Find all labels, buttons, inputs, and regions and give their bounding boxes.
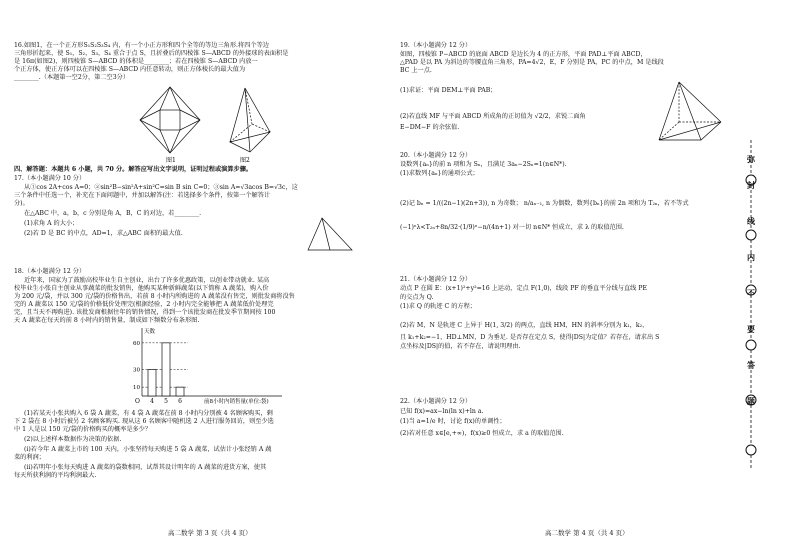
q19-line5: (1)求证：平面 DEM⊥平面 PAB； [400,87,497,94]
q22-line3: (1)当 a=1/e 时，讨论 f(x)的单调性； [400,418,506,425]
fig2-caption: 图2 [240,157,250,164]
q17-line2: 从①cos 2A+cos A=0；②sin²B−sin²A+sin²C=sin B sin C=0；③sin A=√3acos B=√3c，这 [24,184,298,191]
q20-line4: (2)记 bₙ = 1/((2n−1)(2n+3)), n 为奇数； n/aₙ₋₁, n 为偶数，数列{bₙ}的前 2n 项和为 T₂ₙ，若不等式 [400,200,689,207]
q21-line4: (1)求 Q 的轨迹 C 的方程； [400,303,476,310]
q18-line12: (ⅰ)若今年 A 蔬菜上市的 100 天内，小张坚持每天购进 5 袋 A 蔬菜，试估计小张经销 A 蔬 [24,446,272,453]
y-tick-label: 10 [133,385,140,392]
q16-line5: ________.（本题第一空2分，第二空3分） [14,74,130,81]
q16-line3: 是 16π(如图2)，则四棱锥 S—ABCD 的体积是________；若在四棱锥 S—ABCD 内放一 [14,58,258,65]
x-tick-label: 6 [178,398,182,405]
q17-line5: 在△ABC 中，a，b，c 分别是角 A，B，C 的对边，若________. [24,210,202,217]
q18-line8: (1)若某天小张共购入 6 袋 A 蔬菜，有 4 袋 A 蔬菜在前 8 小时内分别被 4 名顾客购买，剩 [24,410,273,417]
q20-line2: 设数列{aₙ}的前 n 项和为 Sₙ，且满足 3aₙ−2Sₙ=1(n∈N*). [400,161,567,168]
seal-char: 题 [747,396,755,406]
q17-triangle-figure [300,214,360,254]
q18-line2: 近年来，国家为了鼓励高校毕业生自主创业，出台了许多优惠政策，以创业带动就业. 某高 [24,277,270,284]
q21-line2: 动点 P 在圆 E：(x+1)²+y²=16 上运动，定点 F(1,0)，线段 PF 的垂直平分线与直线 PE [400,285,647,292]
q20-line1: 20.（本小题满分 12 分） [400,152,472,159]
q21-line7: 点坐标及|DS|的值，若不存在，请说明理由. [400,343,521,350]
q17-line7: (2)若 D 是 BC 的中点，AD=1，求△ABC 面积的最大值. [24,230,183,237]
q19-pyramid-figure [655,78,727,146]
q21-line5: (2)若 M，N 是轨迹 C 上异于 H(1, 3/2) 的两点，直线 HM，HN 的斜率分别为 k₁，k₂， [400,322,649,329]
q19-line7: E−DM−F 的余弦值. [400,124,460,131]
q18-line1: 18.（本小题满分 12 分） [14,268,86,275]
q18-line10: 中 1 人是以 150 元/袋的价格购买的概率是多少？ [14,426,152,433]
bar [148,369,156,396]
q22-line1: 22.（本小题满分 12 分） [400,398,472,405]
x-tick-label: 4 [150,398,154,405]
q18-line11: (2)以上述样本数据作为决策的依据. [24,436,122,443]
q16-line2: 三角形折起来，使 S₁，S₂，S₃，S₄ 重合于点 S，且折叠后的四棱锥 S—ABCD 的外接球的表面积是 [14,50,289,57]
q16-line1: 16.如图1，在一个正方形S₁S₂S₃S₄ 内，有一个小正方形和四个全等的等边三角形.将四个等边 [14,42,269,49]
q18-line6: 完，且当天不再购进). 该批发商根据往年的销售情况，得到一个该批发商在批发季节期间按 100 [14,309,276,316]
seal-char: 线 [747,216,755,226]
pyramid-figure [230,88,270,152]
y-tick-label: 30 [133,367,140,374]
seal-char: 不 [747,288,755,298]
q19-line1: 19.（本小题满分 12 分） [400,42,472,49]
q18-line5: 完的 A 蔬菜以 150 元/袋的价格低价处理完(根据经验，2 小时内完全能够把 A 蔬菜低价处理完 [14,301,274,308]
q19-line2: 如图，四棱锥 P−ABCD 的底面 ABCD 是边长为 4 的正方形，平面 PAD⊥平面 ABCD， [400,51,647,58]
q16-line4: 个正方体，使正方体可以在四棱锥 S—ABCD 内任意转动，则正方体棱长的最大值为 [14,66,246,73]
q19-line3: △PAD 是以 PA 为斜边的等腰直角三角形，PA=4√2，E，F 分别是 PA，PC 的中点，M 是线段 [400,59,664,66]
seal-char: 答 [747,360,755,370]
y-axis-label: 天数 [144,329,156,335]
q21-line6: 且 k₁+k₂=−1，HD⊥MN，D 为垂足. 是否存在定点 S，使得|DS|为定值？若存在，请求出 S [400,334,660,341]
x-tick-label: 5 [164,398,168,405]
bar [162,343,170,396]
section4-heading: 四、解答题：本题共 6 小题，共 70 分。解答应写出文字说明，证明过程或演算步骤。 [14,166,253,173]
q17-line3: 三个条件中任选一个，补充在下面问题中，并加以解答(注：若选择多个条件，按第一个解答计 [14,192,271,199]
fig1-caption: 图1 [166,157,176,164]
q18-line15: 每天所获利润的平均利润最大. [14,472,97,479]
seal-char: 内 [747,252,755,262]
y-tick-label: 60 [133,340,140,347]
q19-line4: BC 上一点. [400,67,432,74]
origin-label: O [135,398,140,405]
seal-char: 弥 [747,154,755,164]
seal-char: 要 [747,324,755,334]
footer-right: 高二数学 第 4 页（共 4 页） [545,529,629,537]
bar [176,387,184,396]
q21-line3: 的交点为 Q. [400,294,434,301]
q18-line13: 菜的利润； [14,454,45,461]
square-figure [140,87,200,153]
footer-left: 高二数学 第 3 页（共 4 页） [168,529,252,537]
q17-line6: (1)求角 A 的大小； [24,220,79,227]
q17-line1: 17.（本小题满分 10 分） [14,175,86,182]
q19-line6: (2)若直线 MF 与平面 ABCD 所成角的正切值为 √2/2，求锐二面角 [400,113,586,120]
q17-line4: 分)。 [14,200,29,207]
q20-line3: (1)求数列{aₙ}的通项公式； [400,170,479,177]
seal-char: 封 [747,180,755,190]
q22-line4: (2)若对任意 x∈[e,+∞)，f(x)≥0 恒成立，求 a 的取值范围. [400,430,564,437]
q20-line5: (−1)ⁿλ<T₂ₙ+8n/32·(1/9)ⁿ−n/(4n+1) 对一切 n∈N* 恒成立，求 λ 的取值范围. [400,224,624,231]
q16-figures [130,82,290,164]
x-axis-label: 前8小时内销售量(单位:袋) [204,399,269,405]
q21-line1: 21.（本小题满分 12 分） [400,276,472,283]
q18-line9: 下 2 袋在 8 小时后被另 2 名顾客购买. 现从这 6 名顾客中随机选 2 人进行服务回访，则至少选 [14,418,274,425]
q18-bar-chart [120,326,290,406]
seal-text [736,150,766,450]
q18-line3: 校毕业生小张自主创业从事蔬菜的批发销售，他购买某种新鲜蔬菜(以下简称 A 蔬菜)，购入价 [14,285,269,292]
q18-line4: 为 200 元/袋，并以 300 元/袋的价格售出，若前 8 小时内所购进的 A 蔬菜没有售完，则批发商将没售 [14,293,295,300]
q18-line7: 天 A 蔬菜在每天的前 8 小时内的销售量，制成如下频数分布条形图. [14,317,200,324]
q22-line2: 已知 f(x)=ax−ln(ln x)+ln a. [400,408,484,415]
q18-line14: (ⅱ)若明年小张每天购进 A 蔬菜的袋数相同，试帮其设计明年的 A 蔬菜的进货方案，使其 [24,464,267,471]
